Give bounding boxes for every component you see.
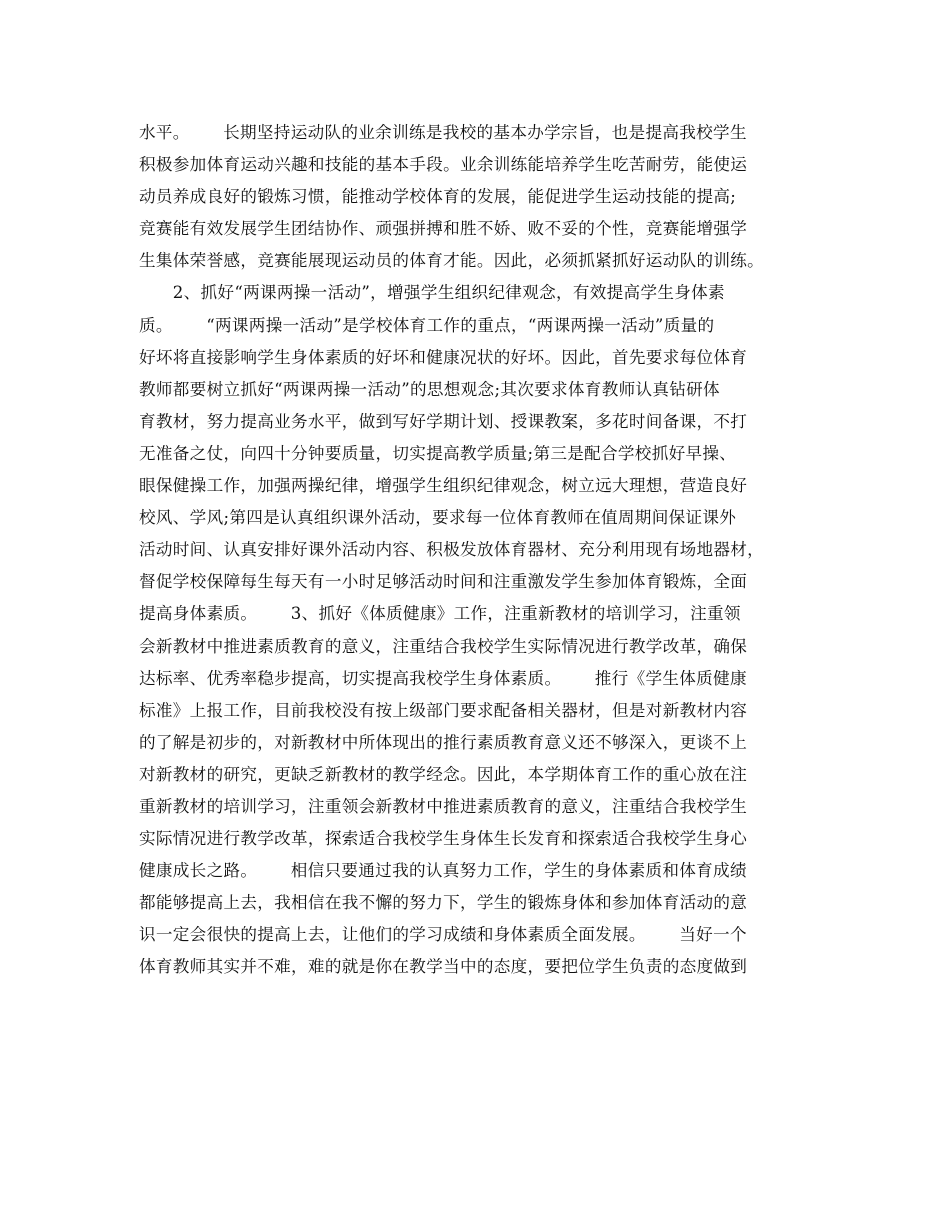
text-line: 好坏将直接影响学生身体素质的好坏和健康况状的好坏。因此，首先要求每位体育 <box>139 347 748 367</box>
text-line: 无准备之仗，向四十分钟要质量，切实提高教学质量;第三是配合学校抓好早操、 <box>139 443 737 463</box>
text-line: 动员养成良好的锻炼习惯，能推动学校体育的发展，能促进学生运动技能的提高; <box>139 187 737 207</box>
text-line: 活动时间、认真安排好课外活动内容、积极发放体育器材、充分利用现有场地器材， <box>139 540 765 560</box>
text-line: 2、抓好“两课两操一活动”，增强学生组织纪律观念，有效提高学生身体素 <box>139 283 725 303</box>
text-line: 教师都要树立抓好“两课两操一活动”的思想观念;其次要求体育教师认真钻研体 <box>139 379 720 399</box>
text-line: 体育教师其实并不难，难的就是你在教学当中的态度，要把位学生负责的态度做到 <box>139 957 748 977</box>
text-line: 识一定会很快的提高上去，让他们的学习成绩和身体素质全面发展。 当好一个 <box>139 925 747 945</box>
text-line: 积极参加体育运动兴趣和技能的基本手段。业余训练能培养学生吃苦耐劳，能使运 <box>139 155 748 175</box>
text-line: 对新教材的研究，更缺乏新教材的教学经念。因此，本学期体育工作的重心放在注 <box>139 764 748 784</box>
text-line: 竞赛能有效发展学生团结协作、顽强拼搏和胜不娇、败不妥的个性，竞赛能增强学 <box>139 219 748 239</box>
text-line: 会新教材中推进素质教育的意义，注重结合我校学生实际情况进行教学改革，确保 <box>139 636 748 656</box>
body-text <box>139 117 829 984</box>
text-line: 达标率、优秀率稳步提高，切实提高我校学生身体素质。 推行《学生体质健康 <box>139 668 747 688</box>
text-line: 眼保健操工作，加强两操纪律，增强学生组织纪律观念，树立远大理想，营造良好 <box>139 476 748 496</box>
text-line: 都能够提高上去，我相信在我不懈的努力下，学生的锻炼身体和参加体育活动的意 <box>139 893 748 913</box>
text-line: 标准》上报工作，目前我校没有按上级部门要求配备相关器材，但是对新教材内容 <box>139 700 748 720</box>
text-line: 育教材，努力提高业务水平，做到写好学期计划、授课教案，多花时间备课，不打 <box>139 411 748 431</box>
text-line: 的了解是初步的，对新教材中所体现出的推行素质教育意义还不够深入，更谈不上 <box>139 732 748 752</box>
text-line: 水平。 长期坚持运动队的业余训练是我校的基本办学宗旨，也是提高我校学生 <box>139 123 747 142</box>
text-line: 提高身体素质。 3、抓好《体质健康》工作，注重新教材的培训学习，注重领 <box>139 604 741 624</box>
text-line: 重新教材的培训学习，注重领会新教材中推进素质教育的意义，注重结合我校学生 <box>139 796 748 816</box>
text-line: 校风、学风;第四是认真组织课外活动，要求每一位体育教师在值周期间保证课外 <box>139 508 737 528</box>
text-line: 生集体荣誉感，竞赛能展现运动员的体育才能。因此，必须抓紧抓好运动队的训练。 <box>139 251 765 271</box>
text-line: 实际情况进行教学改革，探索适合我校学生身体生长发育和探索适合我校学生身心 <box>139 829 748 849</box>
text-line: 质。 “两课两操一活动”是学校体育工作的重点，“两课两操一活动”质量的 <box>139 315 715 335</box>
text-line: 健康成长之路。 相信只要通过我的认真努力工作，学生的身体素质和体育成绩 <box>139 861 747 881</box>
text-line: 督促学校保障每生每天有一小时足够活动时间和注重激发学生参加体育锻炼，全面 <box>139 572 748 592</box>
